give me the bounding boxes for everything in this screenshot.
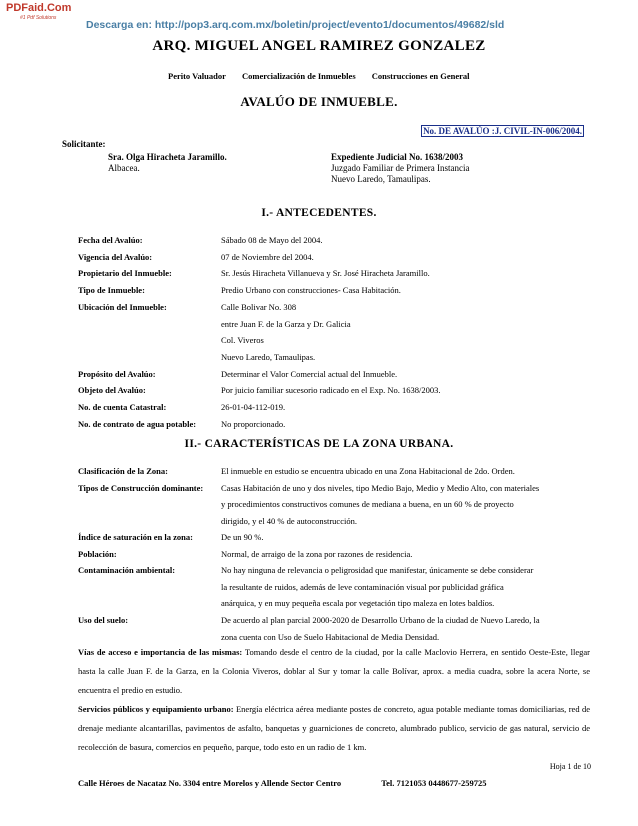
subtitle-construcciones: Construcciones en General xyxy=(371,71,470,81)
footer-address: Calle Héroes de Nacataz No. 3304 entre Morelos y Allende Sector Centro xyxy=(78,778,342,788)
row-label: Tipos de Construcción dominante: xyxy=(78,482,204,493)
expediente: Expediente Judicial No. 1638/2003 xyxy=(331,152,464,162)
servicios-text: Energía eléctrica aérea mediante postes de concreto, agua potable mediante tomas domiciliarias, red de drenaje mediante alcantarillas, pavimentos de asfalto, banquetas y guarniciones de concreto, alumbrado publico, servicio de gas natural, servicio de recolección de basura, comercios en pequeño, parque, todo esto en un radio de 1 km. xyxy=(78,704,590,752)
row-value: 07 de Noviembre del 2004. xyxy=(221,251,314,262)
servicios-label: Servicios públicos y equipamiento urbano: xyxy=(78,704,234,714)
row-label: Clasificación de la Zona: xyxy=(78,466,168,476)
row-label: No. de cuenta Catastral: xyxy=(78,402,167,412)
row-value: la resultante de ruidos, además de leve contaminación visual por publicidad gráfica xyxy=(221,581,504,592)
row-value: Col. Viveros xyxy=(221,335,264,346)
row-label: No. de contrato de agua potable: xyxy=(78,418,197,429)
subtitle-comercializacion: Comercialización de Inmuebles xyxy=(241,71,356,81)
row-value: Determinar el Valor Comercial actual del Inmueble. xyxy=(221,368,398,379)
row-label: Ubicación del Inmueble: xyxy=(78,301,167,312)
vias-acceso-text: Tomando desde el centro de la ciudad, por la calle Maclovio Herrera, en sentido Oeste-Este, llegar hasta la calle Juan F. de la Garza, en la Colonia Viveros, doblar al Sur y tomar la calle Bolívar, aprox. a media cuadra, sobre la acera Norte, se encuentra el predio en estudio. xyxy=(78,647,590,695)
section-zona-title: II.- CARACTERÍSTICAS DE LA ZONA URBANA. xyxy=(184,438,454,450)
row-value: Sr. Jesús Hiracheta Villanueva y Sr. José Hiracheta Jaramillo. xyxy=(221,268,430,279)
row-value: Predio Urbano con construcciones- Casa Habitación. xyxy=(221,285,401,296)
row-label: Fecha del Avalúo: xyxy=(78,235,143,245)
row-value: dirigido, y el 40 % de autoconstrucción. xyxy=(221,515,357,526)
row-label: Tipo de Inmueble: xyxy=(78,285,145,296)
row-value: No hay ninguna de relevancia o peligrosidad que manifestar, únicamente se debe considerar xyxy=(221,565,534,576)
section-antecedentes-title: I.- ANTECEDENTES. xyxy=(261,207,377,219)
row-value: Casas Habitación de uno y dos niveles, tipo Medio Bajo, Medio y Medio Alto, con materiales xyxy=(221,482,540,493)
document-title: AVALÚO DE INMUEBLE. xyxy=(240,94,398,109)
footer-phone: Tel. 7121053 0448677-259725 xyxy=(381,778,487,788)
row-value: No proporcionado. xyxy=(221,418,286,429)
row-value: Calle Bolivar No. 308 xyxy=(221,301,297,312)
row-value: De un 90 %. xyxy=(221,532,264,543)
row-label: Índice de saturación en la zona: xyxy=(78,532,193,543)
vias-acceso-paragraph xyxy=(78,643,590,700)
vias-acceso-label: Vías de acceso e importancia de las mismas: xyxy=(78,647,243,657)
avaluo-number-badge: No. DE AVALÚO :J. CIVIL-IN-006/2004. xyxy=(423,126,582,136)
author-subtitle xyxy=(168,71,484,81)
row-value: Nuevo Laredo, Tamaulipas. xyxy=(221,351,316,362)
page-number: Hoja 1 de 10 xyxy=(549,762,591,771)
row-label: Uso del suelo: xyxy=(78,614,129,625)
ciudad: Nuevo Laredo, Tamaulipas. xyxy=(331,174,431,184)
footer xyxy=(78,778,487,788)
row-label: Vigencia del Avalúo: xyxy=(78,251,153,262)
row-value: entre Juan F. de la Garza y Dr. Galicia xyxy=(221,318,351,329)
solicitante-role: Albacea. xyxy=(108,163,140,173)
row-value: y procedimientos constructivos comunes de mediana a buena, en un 60 % de proyecto xyxy=(221,499,514,510)
solicitante-label: Solicitante: xyxy=(62,139,106,149)
pdfaid-logo: PDFaid.Com xyxy=(6,2,72,14)
row-value: Normal, de arraigo de la zona por razones de residencia. xyxy=(221,548,413,559)
row-value: zona cuenta con Uso de Suelo Habitacional de Media Densidad. xyxy=(221,631,440,642)
row-value: 26-01-04-112-019. xyxy=(221,402,286,412)
solicitante-name: Sra. Olga Hiracheta Jaramillo. xyxy=(108,152,227,162)
download-link[interactable]: Descarga en: http://pop3.arq.com.mx/boletin/project/evento1/documentos/49682/sld xyxy=(86,19,505,31)
juzgado: Juzgado Familiar de Primera Instancia xyxy=(331,163,470,173)
row-value: anárquica, y en muy pequeña escala por vegetación tipo maleza en lotes baldíos. xyxy=(221,598,495,609)
row-value: Sábado 08 de Mayo del 2004. xyxy=(221,235,323,245)
servicios-paragraph xyxy=(78,700,590,757)
pdfaid-tagline: #1 Pdf Solutions xyxy=(20,15,57,21)
subtitle-perito: Perito Valuador xyxy=(168,71,226,81)
row-label: Contaminación ambiental: xyxy=(78,565,176,576)
author-name: ARQ. MIGUEL ANGEL RAMIREZ GONZALEZ xyxy=(152,38,486,54)
row-value: De acuerdo al plan parcial 2000-2020 de Desarrollo Urbano de la ciudad de Nuevo Laredo, la xyxy=(221,614,540,625)
row-label: Población: xyxy=(78,548,117,559)
row-label: Propósito del Avalúo: xyxy=(78,368,156,379)
row-value: Por juicio familiar sucesorio radicado en el Exp. No. 1638/2003. xyxy=(221,385,441,396)
row-label: Objeto del Avalúo: xyxy=(78,385,146,396)
row-label: Propietario del Inmueble: xyxy=(78,268,172,279)
row-value: El inmueble en estudio se encuentra ubicado en una Zona Habitacional de 2do. Orden. xyxy=(221,466,515,476)
